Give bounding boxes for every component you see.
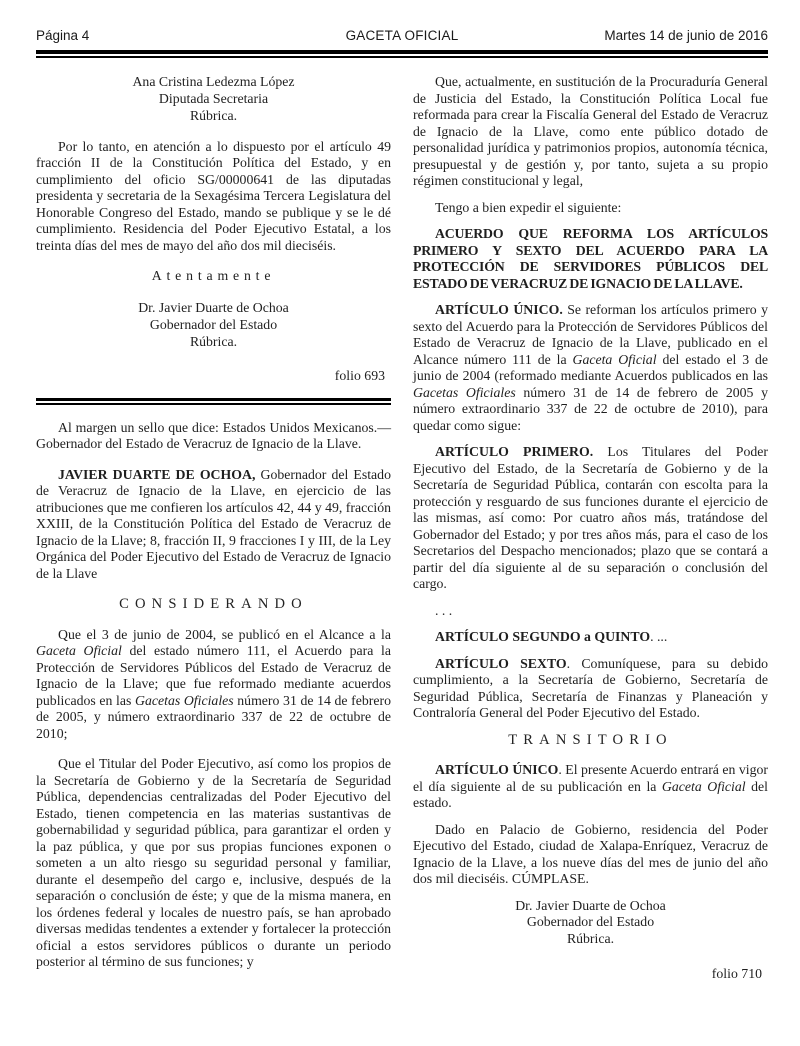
signatory-name: Dr. Javier Duarte de Ochoa <box>515 897 666 913</box>
text-run: . El presente Acuerdo entrará en vigor el día siguiente al de su publicación en la <box>413 762 768 794</box>
articulo-primero-label: ARTÍCULO PRIMERO. <box>435 444 594 459</box>
paragraph-articulo-segundo-quinto <box>413 629 768 646</box>
governor-name-bold: JAVIER DUARTE DE OCHOA, <box>58 466 256 482</box>
signatory-role: Gobernador del Estado <box>149 316 278 332</box>
text-run: . ... <box>650 629 668 644</box>
signatory-rubric: Rúbrica. <box>566 931 615 947</box>
right-column <box>413 74 768 996</box>
signatory-role: Diputada Secretaria <box>158 90 269 106</box>
paragraph-dado-en-palacio: Dado en Palacio de Gobierno, residencia del Poder Ejecutivo del Estado, ciudad de Xalapa-Enríquez, Veracruz de Ignacio de la Llave, a los nueve días del mes de junio del año dos mil dieciséis. CÚMPLASE. <box>413 821 768 886</box>
header-title: GACETA OFICIAL <box>345 28 459 43</box>
header-double-rule <box>36 50 768 58</box>
governor-signature-block <box>36 300 391 351</box>
header-page-number: Página 4 <box>36 28 90 43</box>
text-run: Los Titulares del Poder Ejecutivo del Estado, de la Secretaría de Gobierno y de la Secretaría de Seguridad Pública, contarán con escolta para la protección y resguardo de sus funciones durante el ejercicio de las mismas, así como: Por cuatro años más, tratándose del Gobernador del Estado; y por tres años más, para el caso de los Secretarios del Despacho mencionados; plazo que se contará a partir del día siguiente al de su separación o conclusión del cargo. <box>413 444 768 591</box>
paragraph-actualmente: Que, actualmente, en sustitución de la Procuraduría General de Justicia del Estado, la Constitución Política Local fue reformada para crear la Fiscalía General del Estado de Veracruz de Ignacio de la Llave, como ente público dotado de personalidad jurídica y patrimonios propios, autonomía técnica, presupuestal y de gestión y, por tanto, sujeta a su propio régimen constitucional y legal, <box>413 74 768 188</box>
italic-gacetas-oficiales: Gacetas Oficiales <box>413 384 516 400</box>
ellipsis-line: . . . <box>435 602 453 618</box>
transitorio-heading: TRANSITORIO <box>508 731 673 748</box>
text-run: Se reforman los artículos primero y sexto del Acuerdo para la Protección de Servidores Públicos del Estado de Veracruz de Ignacio de la Llave, publicado en el Alcance número 111 de la <box>413 302 768 367</box>
signatory-name: Ana Cristina Ledezma López <box>132 74 295 89</box>
secretary-signature-block <box>36 74 391 125</box>
transitorio-articulo-unico-label: ARTÍCULO ÚNICO <box>435 762 559 777</box>
articulo-sexto-label: ARTÍCULO SEXTO <box>435 655 567 671</box>
paragraph-articulo-unico <box>413 302 768 434</box>
paragraph-considerando-2: Que el Titular del Poder Ejecutivo, así como los propios de la Secretaría de Gobierno y de la Secretaría de Seguridad Pública, dependencias centralizadas del Poder Ejecutivo del Estado, tienen competencia en las materias sustantivas de gobernabilidad y seguridad pública, para garantizar el orden y la paz pública, y que por sus propias funciones exponen o someten a un alto riesgo su seguridad personal y familiar, durante el desempeño del cargo e, inclusive, después de la separación o conclusión de éste; y que de la misma manera, en los órdenes federal y locales de nuestro país, se han aprobado diversas medidas tendentes a extender y fortalecer la protección oficial a estos servidores públicos o durante un periodo posterior al término de sus funciones; y <box>36 756 391 970</box>
header-date: Martes 14 de junio de 2016 <box>604 28 768 43</box>
page-header <box>36 28 768 43</box>
paragraph-por-lo-tanto: Por lo tanto, en atención a lo dispuesto por el artículo 49 fracción II de la Constitución Política del Estado, y en cumplimiento del oficio SG/00000641 de las diputadas presidenta y secretaria de la Sexagésima Tercera Legislatura del Honorable Congreso del Estado, mando se publique y se le dé cumplimiento. Residencia del Poder Ejecutivo Estatal, a los treinta días del mes de mayo del año dos mil dieciséis. <box>36 138 391 253</box>
text-run: número 31 de 14 de febrero de 2005, y número extraordinario 337 de 22 de octubre de 2010; <box>36 692 391 741</box>
acuerdo-reform-heading: ACUERDO QUE REFORMA LOS ARTÍCULOS PRIMERO Y SEXTO DEL ACUERDO PARA LA PROTECCIÓN DE SERVIDORES PÚBLICOS DEL ESTADO DE VERACRUZ DE IGNACIO DE LA LLAVE. <box>413 226 768 291</box>
paragraph-considerando-1 <box>36 627 391 743</box>
signatory-rubric: Rúbrica. <box>189 333 238 349</box>
articulo-segundo-quinto-label: ARTÍCULO SEGUNDO a QUINTO <box>435 629 651 644</box>
text-run: del estado número 111, el Acuerdo para la Protección de Servidores Públicos del Estado de Veracruz de Ignacio de la Llave; que fue reformado mediante acuerdos publicados en las <box>36 643 392 708</box>
paragraph-javier-duarte-text: Gobernador del Estado de Veracruz de Ignacio de la Llave, en ejercicio de las atribuciones que me confieren los artículos 42, 44 y 49, fracción XXIII, de la Constitución Política del Estado de Veracruz de Ignacio de la Llave; 8, fracción II, 9 fracciones I y III, de la Ley Orgánica del Poder Ejecutivo del Estado de Veracruz de Ignacio de la Llave <box>36 466 391 581</box>
paragraph-tengo-a-bien: Tengo a bien expedir el siguiente: <box>435 199 622 215</box>
text-run: . Comuníquese, para su debido cumplimiento, a la Secretaría de Gobierno, Secretaría de Seguridad Pública, Secretaría de Finanzas y Planeación y Contraloría General del Poder Ejecutivo del Estado. <box>413 655 768 720</box>
text-run: del estado. <box>413 778 768 810</box>
section-divider-rule <box>36 398 391 405</box>
paragraph-transitorio-unico <box>413 762 768 812</box>
folio-693-label: folio 693 <box>334 368 385 384</box>
paragraph-articulo-sexto <box>413 656 768 722</box>
columns-container <box>36 74 768 996</box>
paragraph-javier-duarte <box>36 467 391 583</box>
italic-gaceta-oficial: Gaceta Oficial <box>572 351 657 367</box>
atentamente-heading: Atentamente <box>151 268 276 284</box>
signatory-rubric: Rúbrica. <box>189 107 238 123</box>
text-run: Que el 3 de junio de 2004, se publicó en el Alcance a la <box>58 626 391 642</box>
italic-gaceta-oficial: Gaceta Oficial <box>36 643 122 659</box>
paragraph-al-margen: Al margen un sello que dice: Estados Unidos Mexicanos.—Gobernador del Estado de Veracruz de Ignacio de la Llave. <box>36 419 391 452</box>
considerando-heading: CONSIDERANDO <box>119 596 308 613</box>
signatory-name: Dr. Javier Duarte de Ochoa <box>138 299 289 315</box>
text-run: número 31 de 14 de febrero de 2005 y número extraordinario 337 de 22 de octubre de 2010), para quedar como sigue: <box>413 384 768 433</box>
signatory-role: Gobernador del Estado <box>526 914 655 930</box>
governor-signature-block <box>413 898 768 949</box>
italic-gacetas-oficiales: Gacetas Oficiales <box>135 692 234 708</box>
folio-710-label: folio 710 <box>711 966 762 982</box>
italic-gaceta-oficial: Gaceta Oficial <box>661 778 746 794</box>
paragraph-articulo-primero <box>413 444 768 593</box>
left-column <box>36 74 391 996</box>
text-run: del estado el 3 de junio de 2004 (reformado mediante Acuerdos publicados en las <box>413 351 769 383</box>
articulo-unico-label: ARTÍCULO ÚNICO. <box>435 302 563 317</box>
